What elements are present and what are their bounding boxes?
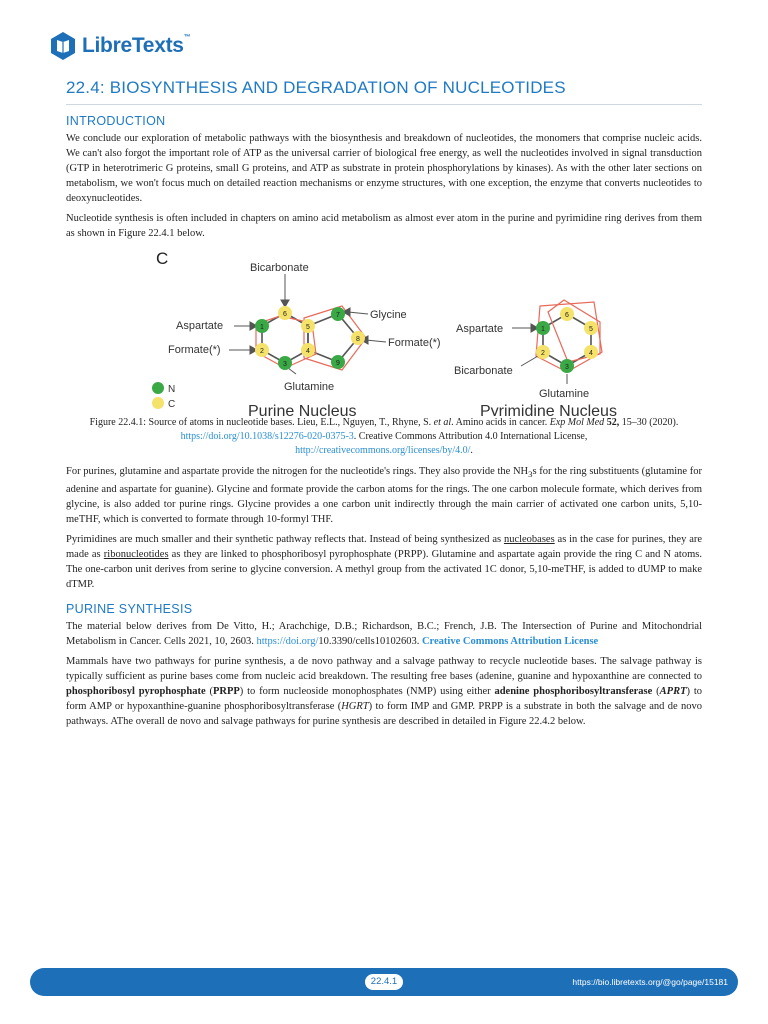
svg-text:4: 4 [306, 348, 310, 355]
section-heading-purine-synthesis: PURINE SYNTHESIS [66, 602, 193, 617]
page-number-badge: 22.4.1 [365, 974, 403, 990]
cc-license-link[interactable]: Creative Commons Attribution License [421, 636, 599, 648]
svg-text:5: 5 [306, 324, 310, 331]
ribonucleotides-link[interactable]: ribonucleotides [103, 549, 169, 561]
intro-paragraph-2: Nucleotide synthesis is often included in chapters on amino acid metabolism as almost ever atom in the purine and pyrimidine ring derives from them as shown in Figure 22.4.1 below. [66, 213, 702, 239]
svg-text:6: 6 [565, 312, 569, 319]
label-formate-right: Formate(*) [388, 337, 441, 349]
pyrimidines-paragraph: Pyrimidines are much smaller and their synthetic pathway reflects that. Instead of being synthesized as nucleobases as in the case for purines, they are made as ribonucleotides as they are linked to phosphoribosyl pyrophosphate (PRPP). Glutamine and aspartate again provide the ring C and N atoms. The one-carbon unit derives from serine to glycine conversion. A methyl group from the activated 1C donor, 5,10-meTHF, is added to dUMP to make dTMP. [66, 534, 703, 591]
figure-nucleotide-sources [66, 246, 702, 416]
legend-c-swatch [152, 397, 164, 409]
panel-letter: C [156, 249, 169, 268]
svg-text:7: 7 [336, 312, 340, 319]
page-url-link[interactable]: https://bio.libretexts.org/@go/page/15181 [572, 977, 728, 987]
legend-c-label: C [168, 399, 176, 410]
label-formate-left: Formate(*) [168, 344, 221, 356]
svg-text:3: 3 [283, 361, 287, 368]
source-doi-link[interactable]: https://doi.org/ [256, 636, 319, 648]
label-bicarbonate-purine: Bicarbonate [250, 262, 309, 274]
svg-text:4: 4 [589, 350, 593, 357]
label-glutamine-pyrimidine: Glutamine [539, 388, 590, 400]
purine-synthesis-paragraph: Mammals have two pathways for purine synthesis, a de novo pathway and a salvage pathway to recycle nucleotide bases. The salvage pathway is typically sufficient as purine bases come from nucleic acid breakdown. The resulting free bases (adenine, guanine and hypoxanthine are connected to phosphoribosyl pyrophosphate (PRPP) to form nucleoside monophosphates (NMP) using either adenine phosphoribosyltransferase (APRT) to form AMP or hypoxanthine-guanine phosphoribosyltransferase (HGRT) to form IMP and GMP. PRPP is a substrate in both the salvage and de novo pathways. AThe overall de novo and salvage pathways for purine synthesis are described in detailed in Figure 22.4.2 below. [66, 656, 703, 728]
svg-text:2: 2 [541, 350, 545, 357]
caption-doi-link[interactable]: https://doi.org/10.1038/s12276-020-0375-3 [180, 431, 354, 442]
svg-text:5: 5 [589, 326, 593, 333]
label-glutamine-purine: Glutamine [284, 381, 335, 393]
purines-paragraph: For purines, glutamine and aspartate provide the nitrogen for the nucleotide's rings. They also provide the $NH_3s$ for the ring substituents (glutamine for adenine and aspartate for guanine). Glycine and formate provide the carbon atoms for the rings. The one carbon molecule formate, which derives from glycine, is also added tor purine rings. Glycine provides a one carbon unit indirectly through the main carrier of activated one carbon units, 5,10-meTHF, which is converted to formate through 10-formyl THF. [66, 466, 703, 526]
purine-nucleus-label: Purine Nucleus [248, 403, 357, 416]
figure-caption: Figure 22.4.1: Source of atoms in nucleotide bases. Lieu, E.L., Nguyen, T., Rhyne, S. et al. Amino acids in cancer. Exp Mol Med 52, 15–30 (2020). https://doi.org/10.1038/s12276-020-0375-3. Creative Commons Attribution 4.0 International License, http://creativecommons.org/licenses/by/4.0/. [89, 417, 679, 456]
label-bicarbonate-pyrimidine: Bicarbonate [454, 365, 513, 377]
page-title: 22.4: BIOSYNTHESIS AND DEGRADATION OF NUCLEOTIDES [66, 78, 702, 105]
label-aspartate-pyrimidine: Aspartate [456, 323, 504, 335]
svg-text:8: 8 [356, 336, 360, 343]
page-footer [30, 968, 738, 996]
site-header [48, 26, 190, 66]
intro-paragraph-1: We conclude our exploration of metabolic pathways with the biosynthesis and breakdown of nucleotides, the monomers that comprise nucleic acids. We can't also forgot the important role of ATP as the universal carrier of biological free energy, as well the nucleotides involved in signal transduction (GTP in heterotrimeric G proteins, small G proteins, and ATP as substrate in protein phosphorylations by kinases). As with the other later sections on metabolism, we won't focus much on detailed reaction mechanisms or enzyme structures, with one exception, the enzyme that converts nucleotides to deoxynucleotides. [66, 133, 702, 204]
brand-name[interactable]: LibreTexts™ [82, 34, 191, 57]
svg-text:3: 3 [565, 364, 569, 371]
nucleobases-link[interactable]: nucleobases [503, 534, 555, 546]
page-content [66, 114, 702, 734]
section-heading-introduction: INTRODUCTION [66, 114, 166, 128]
legend-n-label: N [168, 384, 176, 395]
svg-text:2: 2 [260, 348, 264, 355]
legend-n-swatch [152, 382, 164, 394]
svg-text:9: 9 [336, 360, 340, 367]
caption-license-link[interactable]: http://creativecommons.org/licenses/by/4.0/ [295, 445, 471, 456]
svg-text:6: 6 [283, 311, 287, 318]
legend [152, 382, 175, 410]
purine-synthesis-source-paragraph: The material below derives from De Vitto, H.; Arachchige, D.B.; Richardson, B.C.; French, J.B. The Intersection of Purine and Mitochondrial Metabolism in Cancer. Cells 2021, 10, 2603. https://doi.org/10.3390/cells10102603. Creative Commons Attribution License [66, 621, 702, 648]
svg-text:1: 1 [541, 326, 545, 333]
pyrimidine-nucleus-label: Pyrimidine Nucleus [480, 403, 617, 416]
pyrimidine-atoms [536, 307, 598, 373]
label-glycine: Glycine [370, 309, 407, 321]
libretexts-logo-icon[interactable] [48, 31, 78, 61]
label-aspartate-purine: Aspartate [176, 320, 224, 332]
svg-text:1: 1 [260, 324, 264, 331]
nucleus-diagram [66, 246, 702, 416]
